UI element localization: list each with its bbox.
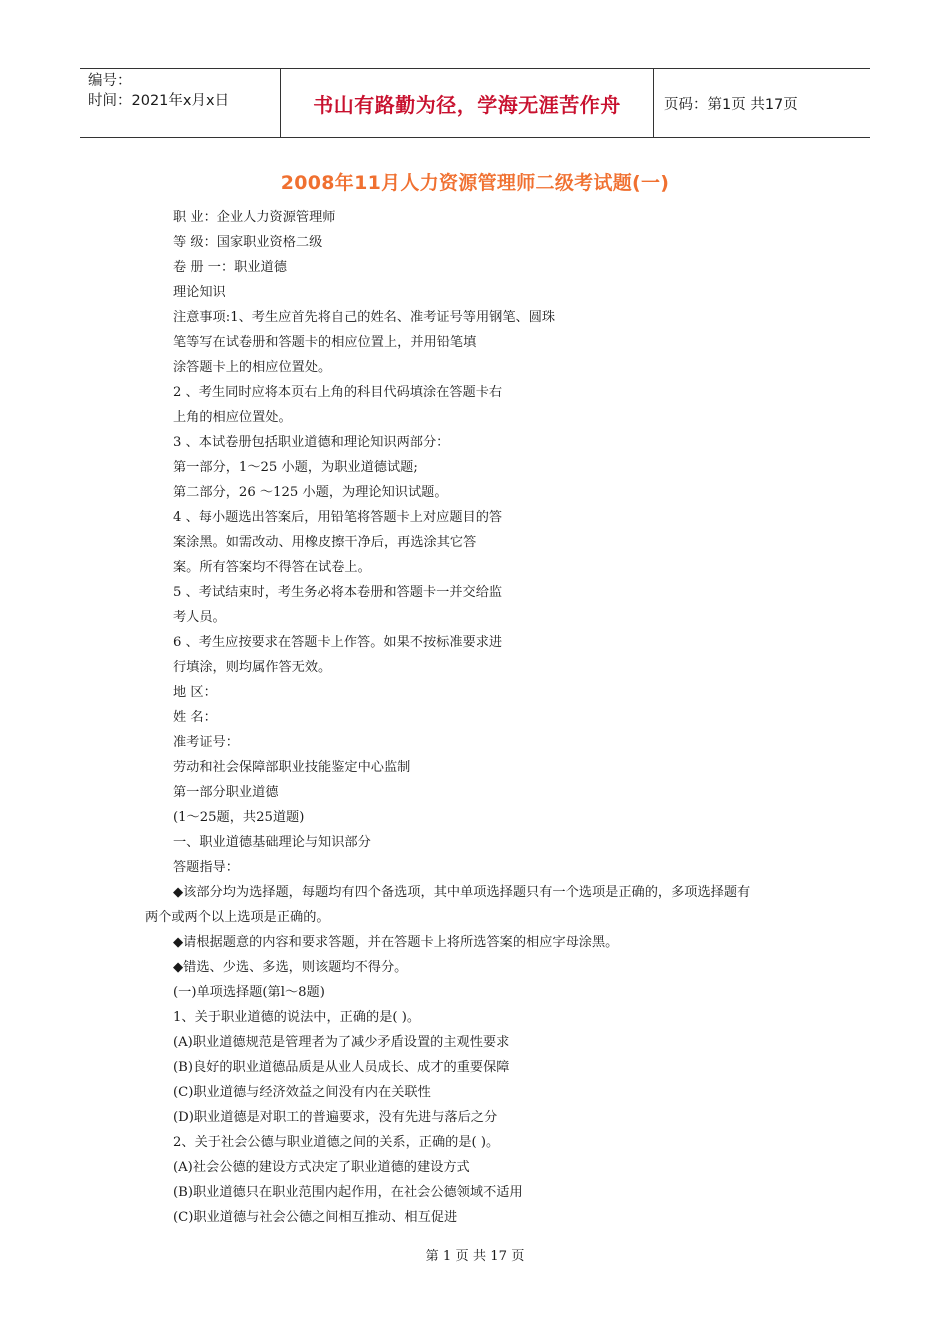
body-line: (B)良好的职业道德品质是从业人员成长、成才的重要保障 xyxy=(173,1060,510,1075)
page-info: 页码：第1页 共17页 xyxy=(664,96,798,113)
body-line: 4 、每小题选出答案后，用铅笔将答题卡上对应题目的答 xyxy=(173,510,503,525)
body-line: 两个或两个以上选项是正确的。 xyxy=(145,910,330,925)
body-line: 考人员。 xyxy=(173,610,226,625)
body-line: 准考证号： xyxy=(173,735,239,750)
body-line: 职 业：企业人力资源管理师 xyxy=(173,210,336,225)
body-line: (B)职业道德只在职业范围内起作用，在社会公德领域不适用 xyxy=(173,1185,523,1200)
body-line: (A)社会公德的建设方式决定了职业道德的建设方式 xyxy=(173,1160,470,1175)
body-line: 1、关于职业道德的说法中，正确的是( )。 xyxy=(173,1010,421,1025)
body-line: (D)职业道德是对职工的普遍要求，没有先进与落后之分 xyxy=(173,1110,498,1125)
body-line: 案。所有答案均不得答在试卷上。 xyxy=(173,560,371,575)
body-line: ◆请根据题意的内容和要求答题，并在答题卡上将所选答案的相应字母涂黑。 xyxy=(173,935,619,950)
body-line: 行填涂，则均属作答无效。 xyxy=(173,660,332,675)
motto-text: 书山有路勤为径，学海无涯苦作舟 xyxy=(313,92,621,117)
header-table xyxy=(80,68,870,138)
header-motto-cell xyxy=(281,69,654,137)
document-title: 2008年11月人力资源管理师二级考试题(一) xyxy=(280,172,670,194)
body-line: ◆该部分均为选择题，每题均有四个备选项，其中单项选择题只有一个选项是正确的，多项选择题有 xyxy=(173,885,751,900)
body-line: (C)职业道德与社会公德之间相互推动、相互促进 xyxy=(173,1210,458,1225)
body-line: 注意事项:1、考生应首先将自己的姓名、准考证号等用钢笔、圆珠 xyxy=(173,310,556,325)
body-line: (A)职业道德规范是管理者为了减少矛盾设置的主观性要求 xyxy=(173,1035,510,1050)
body-line: 3 、本试卷册包括职业道德和理论知识两部分： xyxy=(173,435,450,450)
body-line: 一、职业道德基础理论与知识部分 xyxy=(173,835,371,850)
body-line: 涂答题卡上的相应位置处。 xyxy=(173,360,332,375)
body-line: (C)职业道德与经济效益之间没有内在关联性 xyxy=(173,1085,431,1100)
header-page-cell xyxy=(654,69,870,137)
body-line: (一)单项选择题(第l～8题) xyxy=(173,985,325,1000)
body-line: ◆错选、少选、多选，则该题均不得分。 xyxy=(173,960,408,975)
body-line: 2、关于社会公德与职业道德之间的关系，正确的是( )。 xyxy=(173,1135,500,1150)
body-line: 2 、考生同时应将本页右上角的科目代码填涂在答题卡右 xyxy=(173,385,503,400)
time-label: 时间：2021年x月x日 xyxy=(88,93,230,109)
body-line: 6 、考生应按要求在答题卡上作答。如果不按标准要求进 xyxy=(173,635,503,650)
body-line: 笔等写在试卷册和答题卡的相应位置上，并用铅笔填 xyxy=(173,335,477,350)
page-footer: 第 1 页 共 17 页 xyxy=(425,1249,525,1264)
body-line: 案涂黑。如需改动、用橡皮擦干净后，再选涂其它答 xyxy=(173,535,477,550)
header-meta-cell xyxy=(80,69,281,137)
body-line: 劳动和社会保障部职业技能鉴定中心监制 xyxy=(173,760,411,775)
body-line: 地 区： xyxy=(173,685,217,700)
body-line: 上角的相应位置处。 xyxy=(173,410,292,425)
body-line: 理论知识 xyxy=(173,285,226,300)
body-line: 5 、考试结束时，考生务必将本卷册和答题卡一并交给监 xyxy=(173,585,503,600)
body-line: 第一部分，1～25 小题，为职业道德试题; xyxy=(173,460,418,475)
body-line: (1～25题，共25道题) xyxy=(173,810,305,825)
number-label: 编号： xyxy=(88,73,132,89)
body-line: 姓 名： xyxy=(173,710,217,725)
body-line: 第二部分，26 ～125 小题，为理论知识试题。 xyxy=(173,485,448,500)
body-line: 第一部分职业道德 xyxy=(173,785,279,800)
body-line: 卷 册 一：职业道德 xyxy=(173,260,287,275)
body-line: 等 级：国家职业资格二级 xyxy=(173,235,323,250)
body-line: 答题指导： xyxy=(173,860,239,875)
